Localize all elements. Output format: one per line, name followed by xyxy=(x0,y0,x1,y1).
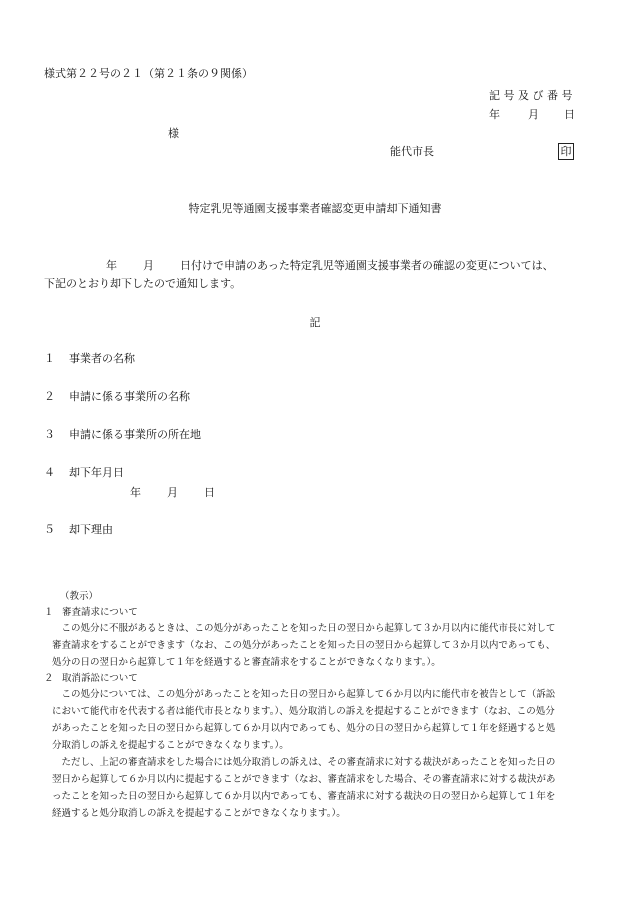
notice-heading: （教示） xyxy=(60,591,99,602)
item-number: ２ xyxy=(44,390,55,403)
notice-text-line: 処分の日の翌日から起算して１年を経過すると審査請求をすることができなくなります。）。 xyxy=(52,657,441,668)
item-label: 申請に係る事業所の名称 xyxy=(69,390,190,403)
document-number: 記 号 及 び 番 号 xyxy=(489,89,573,102)
notice-text-line: ったことを知った日の翌日から起算して６か月以内であっても、審査請求に対する裁決の日の翌日から起算して１年を xyxy=(52,791,556,802)
rejection-date-month: 月 xyxy=(167,486,178,499)
body-month: 月 xyxy=(143,259,154,272)
seal-stamp-box: 印 xyxy=(558,143,574,160)
notice-text-line: この処分に不服があるときは、この処分があったことを知った日の翌日から起算して３か月以内に能代市長に対して xyxy=(52,623,556,634)
body-line-2: 下記のとおり却下したので通知します。 xyxy=(44,277,242,290)
issue-date-day: 日 xyxy=(564,108,575,121)
body-year: 年 xyxy=(106,259,117,272)
section-number: ２ xyxy=(44,673,54,684)
section-number: １ xyxy=(44,607,54,618)
rejection-date-year: 年 xyxy=(130,486,141,499)
notice-text-line: 分取消しの訴えを提起することができなくなります。）。 xyxy=(52,740,289,751)
issue-date-month: 月 xyxy=(528,108,539,121)
section-label: 審査請求について xyxy=(62,607,138,618)
notice-text-line: ただし、上記の審査請求をした場合には処分取消しの訴えは、その審査請求に対する裁決があったことを知った日の xyxy=(52,757,556,768)
notice-text-line: があったことを知った日の翌日から起算して６か月以内であっても、処分の日の翌日から起算して１年を経過すると処 xyxy=(52,723,556,734)
item-label: 却下年月日 xyxy=(69,466,124,479)
item-label: 事業者の名称 xyxy=(69,352,135,365)
issue-date-year: 年 xyxy=(489,108,500,121)
section-label: 取消訴訟について xyxy=(62,673,138,684)
document-title: 特定乳児等通園支援事業者確認変更申請却下通知書 xyxy=(188,202,442,215)
body-line-1-text: 日付けで申請のあった特定乳児等通園支援事業者の確認の変更については、 xyxy=(180,259,554,272)
form-number: 様式第２２号の２１（第２１条の９関係） xyxy=(44,67,253,80)
notice-text-line: において能代市を代表する者は能代市長となります。）、処分取消しの訴えを提起することができます（なお、この処分 xyxy=(52,706,555,717)
item-number: ４ xyxy=(44,466,55,479)
rejection-date-day: 日 xyxy=(204,486,215,499)
notice-text-line: この処分については、この処分があったことを知った日の翌日から起算して６か月以内に能代市を被告として（訴訟 xyxy=(52,689,556,700)
item-label: 申請に係る事業所の所在地 xyxy=(69,428,201,441)
notice-text-line: 審査請求をすることができます（なお、この処分があったことを知った日の翌日から起算して３か月以内であっても、 xyxy=(52,640,556,651)
addressee-honorific: 様 xyxy=(168,127,179,140)
ki-heading: 記 xyxy=(309,316,321,329)
item-number: ３ xyxy=(44,428,55,441)
item-number: １ xyxy=(44,352,55,365)
notice-text-line: 経過すると処分取消しの訴えを提起することができなくなります。）。 xyxy=(52,808,346,819)
issuer-name: 能代市長 xyxy=(390,145,434,158)
notice-text-line: 翌日から起算して６か月以内に提起することができます（なお、審査請求をした場合、その審査請求に対する裁決があ xyxy=(52,774,556,785)
item-label: 却下理由 xyxy=(69,523,113,536)
item-number: ５ xyxy=(44,523,55,536)
